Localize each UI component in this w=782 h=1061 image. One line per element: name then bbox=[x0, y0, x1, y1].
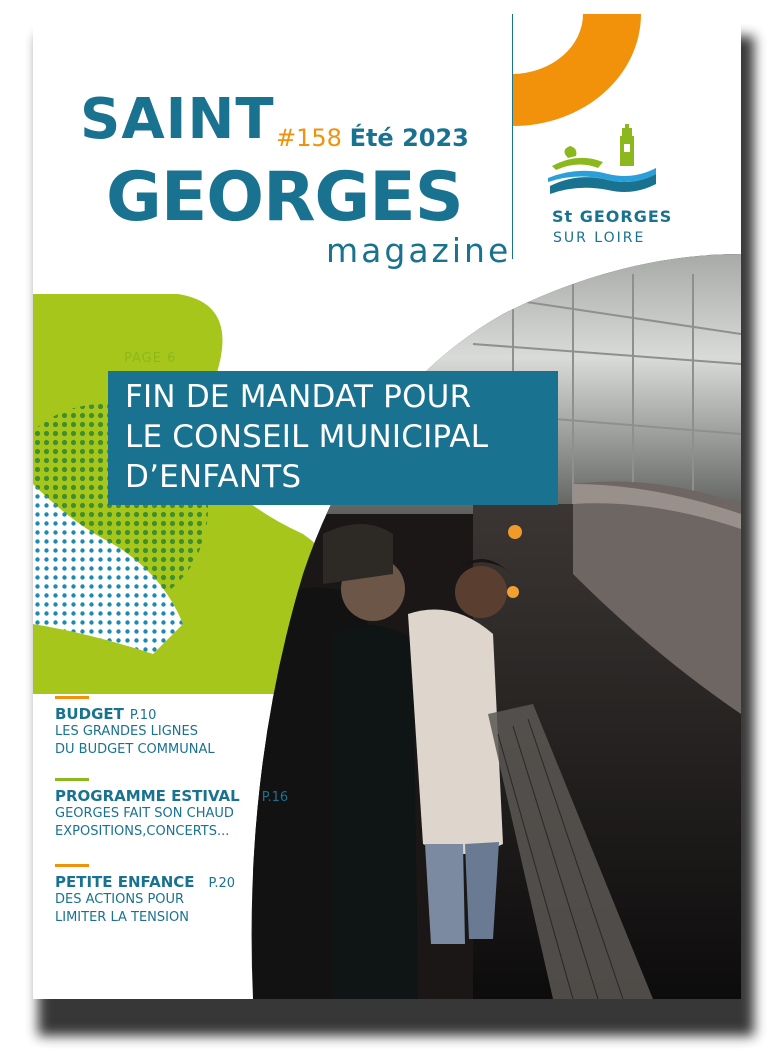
toc-desc: DES ACTIONS POUR bbox=[55, 892, 185, 907]
toc-desc: GEORGES FAIT SON CHAUD bbox=[55, 806, 234, 821]
toc-desc: DU BUDGET COMMUNAL bbox=[55, 742, 215, 757]
issue-season: Été 2023 bbox=[349, 124, 469, 152]
toc-accent-bar bbox=[55, 778, 89, 781]
toc-heading: PETITE ENFANCE bbox=[55, 873, 195, 891]
headline-line: D’ENFANTS bbox=[125, 459, 302, 495]
town-name: St GEORGES bbox=[552, 207, 673, 226]
toc-accent-bar bbox=[55, 864, 89, 867]
feature-page-label: PAGE 6 bbox=[124, 351, 177, 366]
issue-number: #158 bbox=[276, 124, 342, 152]
toc-desc: EXPOSITIONS,CONCERTS... bbox=[55, 824, 230, 839]
toc-item-programme-estival bbox=[55, 778, 288, 841]
toc-desc: LES GRANDES LIGNES bbox=[55, 724, 198, 739]
town-name-subline: SUR LOIRE bbox=[553, 230, 646, 246]
toc-page: P.20 bbox=[208, 876, 235, 891]
headline-line: LE CONSEIL MUNICIPAL bbox=[125, 419, 489, 455]
magazine-subtitle: magazine bbox=[326, 231, 512, 270]
toc-heading: BUDGET bbox=[55, 705, 124, 723]
toc-item-budget bbox=[55, 696, 215, 759]
magazine-title-line2: GEORGES bbox=[106, 158, 463, 237]
toc-heading: PROGRAMME ESTIVAL bbox=[55, 787, 240, 805]
toc-page: P.16 bbox=[261, 790, 289, 805]
cover-photo bbox=[33, 14, 741, 999]
toc-accent-bar bbox=[55, 696, 89, 699]
magazine-cover bbox=[33, 14, 741, 999]
toc-desc: LIMITER LA TENSION bbox=[55, 910, 189, 925]
magazine-title-line1: SAINT bbox=[80, 87, 275, 152]
toc-page: P.10 bbox=[129, 708, 157, 723]
toc-item-petite-enfance bbox=[55, 864, 235, 927]
headline-line: FIN DE MANDAT POUR bbox=[125, 379, 472, 415]
feature-headline bbox=[108, 371, 558, 505]
